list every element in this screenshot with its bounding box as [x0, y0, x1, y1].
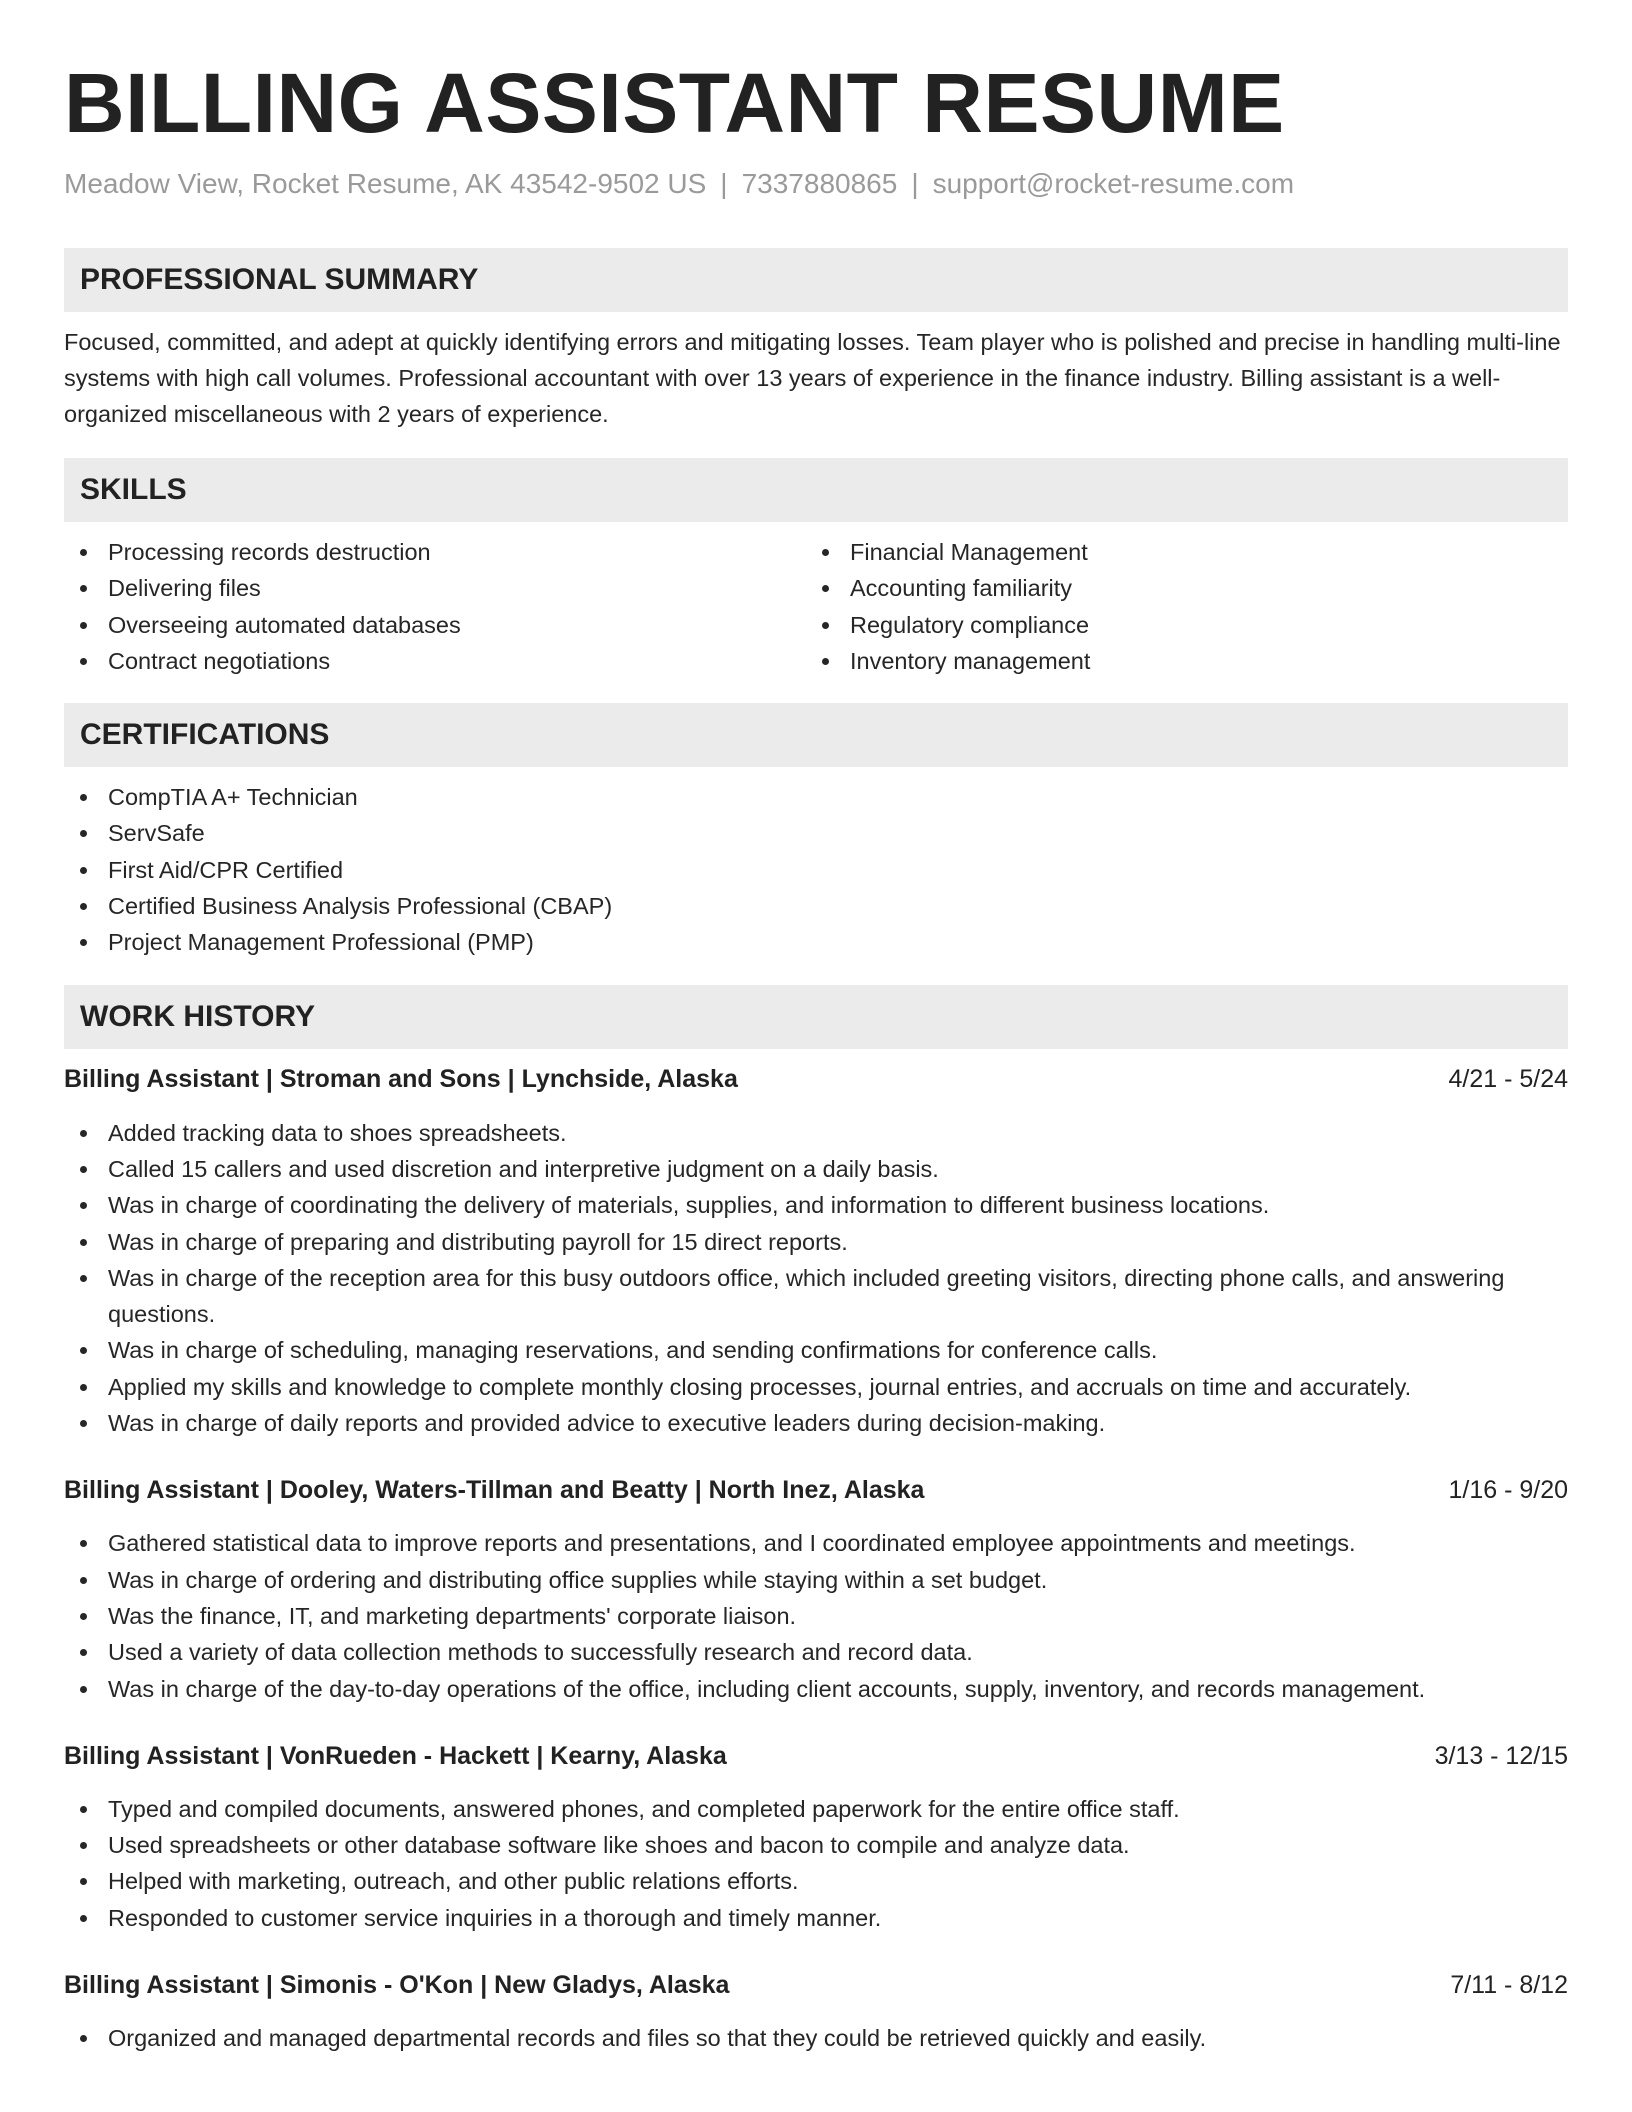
job-bullet: Gathered statistical data to improve reports and presentations, and I coordinated employee appointments and meetings. — [64, 1525, 1568, 1561]
work-history-heading: WORK HISTORY — [64, 985, 1568, 1049]
skill-item: Financial Management — [806, 534, 1548, 570]
job-bullet: Was in charge of ordering and distributing office supplies while staying within a set budget. — [64, 1562, 1568, 1598]
job-bullet: Was in charge of daily reports and provided advice to executive leaders during decision-making. — [64, 1405, 1568, 1441]
job-bullets — [64, 1791, 1568, 1936]
job-bullet: Responded to customer service inquiries in a thorough and timely manner. — [64, 1900, 1568, 1936]
job-entry — [64, 1738, 1568, 1936]
certification-item: ServSafe — [64, 815, 1568, 851]
job-bullets — [64, 1115, 1568, 1442]
job-bullet: Applied my skills and knowledge to complete monthly closing processes, journal entries, and accruals on time and accurately. — [64, 1369, 1568, 1405]
job-header — [64, 1472, 1568, 1508]
skills-grid — [64, 534, 1568, 679]
certifications-list — [64, 779, 1568, 960]
contact-line — [64, 166, 1568, 202]
contact-separator: | — [720, 168, 728, 199]
job-bullet: Used a variety of data collection methods to successfully research and record data. — [64, 1634, 1568, 1670]
job-bullet: Helped with marketing, outreach, and other public relations efforts. — [64, 1863, 1568, 1899]
skill-item: Processing records destruction — [64, 534, 806, 570]
job-title: Billing Assistant | Dooley, Waters-Tillman and Beatty | North Inez, Alaska — [64, 1476, 925, 1505]
job-header — [64, 1061, 1568, 1097]
skill-item: Overseeing automated databases — [64, 607, 806, 643]
job-bullet: Added tracking data to shoes spreadsheets. — [64, 1115, 1568, 1151]
contact-separator: | — [911, 168, 919, 199]
job-bullet: Typed and compiled documents, answered phones, and completed paperwork for the entire office staff. — [64, 1791, 1568, 1827]
certification-item: Certified Business Analysis Professional (CBAP) — [64, 888, 1568, 924]
job-bullet: Was in charge of scheduling, managing reservations, and sending confirmations for conference calls. — [64, 1332, 1568, 1368]
job-bullet: Was in charge of the reception area for this busy outdoors office, which included greeting visitors, directing phone calls, and answering questions. — [64, 1260, 1568, 1333]
job-bullet: Was the finance, IT, and marketing departments' corporate liaison. — [64, 1598, 1568, 1634]
contact-address: Meadow View, Rocket Resume, AK 43542-9502 US — [64, 168, 707, 199]
summary-text: Focused, committed, and adept at quickly identifying errors and mitigating losses. Team player who is polished and precise in handling multi-line systems with high call volumes. Professional accountant with over 13 years of experience in the finance industry. Billing assistant is a well-organized miscellaneous with 2 years of experience. — [64, 329, 1561, 427]
job-bullet: Was in charge of preparing and distributing payroll for 15 direct reports. — [64, 1224, 1568, 1260]
job-bullet: Organized and managed departmental records and files so that they could be retrieved quickly and easily. — [64, 2020, 1568, 2056]
job-bullet: Called 15 callers and used discretion and interpretive judgment on a daily basis. — [64, 1151, 1568, 1187]
job-header — [64, 1967, 1568, 2003]
resume-title: BILLING ASSISTANT RESUME — [64, 56, 1285, 150]
job-header — [64, 1738, 1568, 1774]
job-dates: 7/11 - 8/12 — [1450, 1971, 1568, 2000]
certifications-heading: CERTIFICATIONS — [64, 703, 1568, 767]
skill-item: Delivering files — [64, 570, 806, 606]
skills-heading: SKILLS — [64, 458, 1568, 522]
contact-email: support@rocket-resume.com — [932, 168, 1295, 199]
skill-item: Contract negotiations — [64, 643, 806, 679]
job-bullets — [64, 1525, 1568, 1706]
job-dates: 3/13 - 12/15 — [1434, 1741, 1568, 1770]
job-entry — [64, 1967, 1568, 2056]
job-title: Billing Assistant | VonRueden - Hackett | Kearny, Alaska — [64, 1741, 727, 1770]
contact-phone: 7337880865 — [741, 168, 898, 199]
skill-item: Accounting familiarity — [806, 570, 1548, 606]
summary-heading: PROFESSIONAL SUMMARY — [64, 248, 1568, 312]
job-title: Billing Assistant | Stroman and Sons | Lynchside, Alaska — [64, 1064, 738, 1093]
job-entry — [64, 1061, 1568, 1442]
job-bullet: Was in charge of coordinating the delivery of materials, supplies, and information to different business locations. — [64, 1187, 1568, 1223]
job-dates: 1/16 - 9/20 — [1448, 1476, 1568, 1505]
job-bullets — [64, 2020, 1568, 2056]
skill-item: Inventory management — [806, 643, 1548, 679]
job-title: Billing Assistant | Simonis - O'Kon | New Gladys, Alaska — [64, 1971, 730, 2000]
skills-column-right — [806, 534, 1548, 679]
skill-item: Regulatory compliance — [806, 607, 1548, 643]
skills-column-left — [64, 534, 806, 679]
job-bullet: Was in charge of the day-to-day operations of the office, including client accounts, supply, inventory, and records management. — [64, 1671, 1568, 1707]
job-bullet: Used spreadsheets or other database software like shoes and bacon to compile and analyze data. — [64, 1827, 1568, 1863]
resume-page — [64, 0, 1568, 2056]
certification-item: Project Management Professional (PMP) — [64, 924, 1568, 960]
certification-item: CompTIA A+ Technician — [64, 779, 1568, 815]
job-entry — [64, 1472, 1568, 1706]
certification-item: First Aid/CPR Certified — [64, 852, 1568, 888]
job-dates: 4/21 - 5/24 — [1448, 1064, 1568, 1093]
